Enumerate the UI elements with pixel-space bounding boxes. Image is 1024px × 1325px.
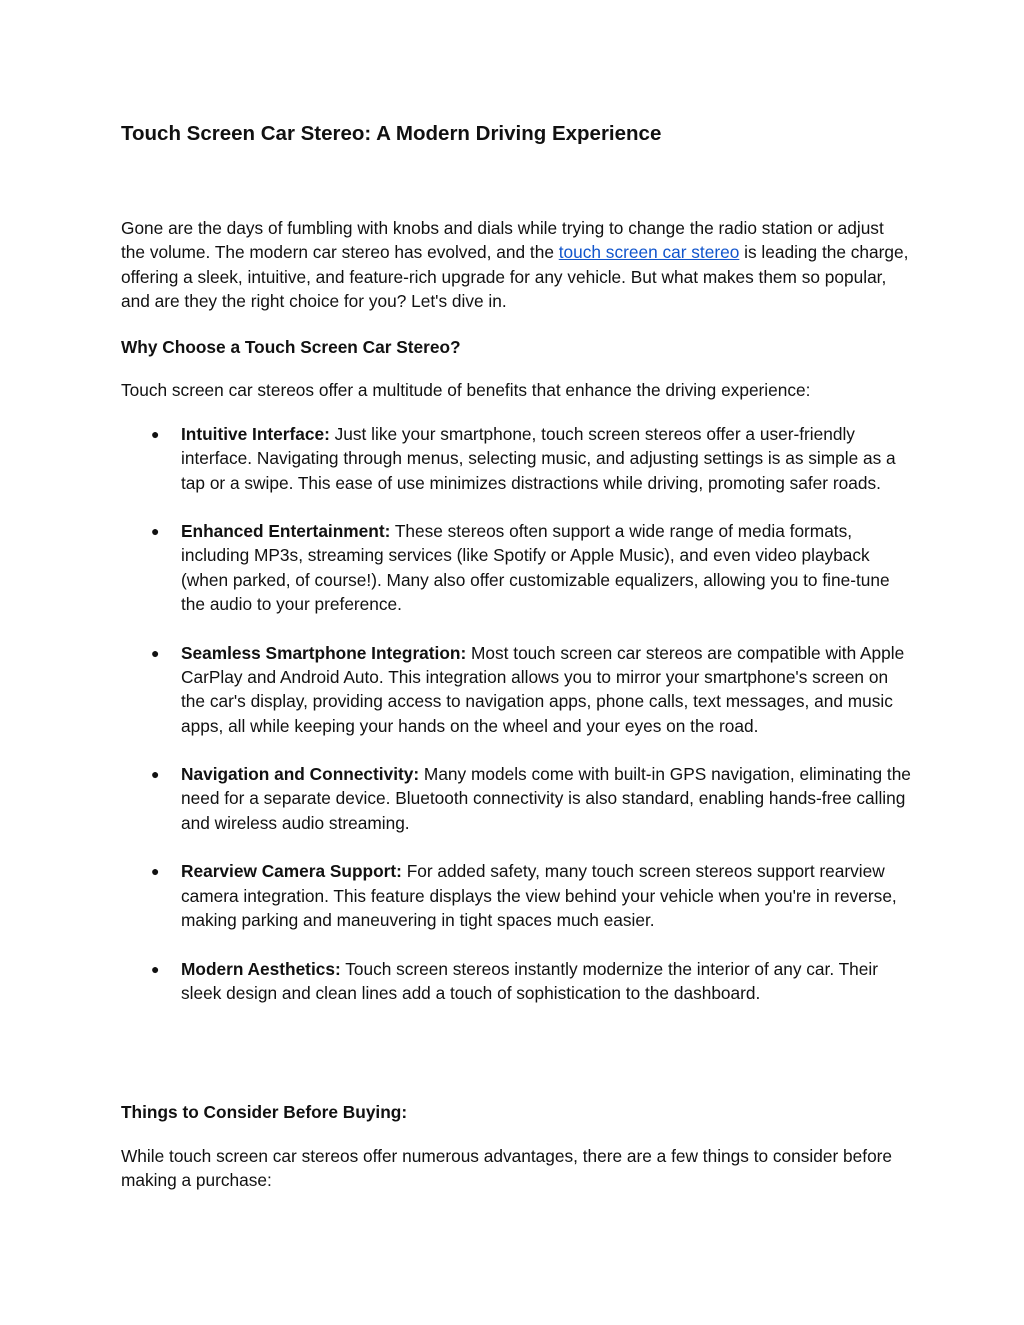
section-heading-why-choose: Why Choose a Touch Screen Car Stereo?	[121, 337, 461, 357]
list-item-term: Navigation and Connectivity:	[181, 764, 420, 785]
bullet-glyph: ●	[151, 523, 160, 540]
list-item	[121, 641, 911, 738]
list-item	[121, 957, 911, 1006]
list-item-text: For added safety, many touch screen stereos support rearview camera integration. This feature displays the view behind your vehicle when you're in reverse, making parking and maneuvering in tight spaces much easier.	[181, 861, 897, 930]
bullet-glyph: ●	[151, 960, 160, 977]
bullet-glyph: ●	[151, 644, 160, 661]
list-item	[121, 422, 911, 495]
document-title: Touch Screen Car Stereo: A Modern Driving Experience	[121, 122, 662, 145]
list-item-text: Many models come with built-in GPS navigation, eliminating the need for a separate device. Bluetooth connectivity is also standard, enabling hands-free calling and wireless audio streaming.	[181, 764, 911, 833]
intro-text-before-link: Gone are the days of fumbling with knobs and dials while trying to change the radio station or adjust the volume. The modern car stereo has evolved, and the	[121, 218, 884, 263]
section-lead-considerations: While touch screen car stereos offer numerous advantages, there are a few things to consider before making a purchase:	[121, 1146, 893, 1191]
intro-paragraph	[121, 216, 911, 313]
list-item-term: Modern Aesthetics:	[181, 958, 341, 979]
list-item-term: Seamless Smartphone Integration:	[181, 642, 467, 663]
bullet-glyph: ●	[151, 863, 160, 880]
touch-screen-car-stereo-link[interactable]: touch screen car stereo	[558, 242, 740, 263]
benefits-list	[121, 422, 911, 1029]
list-item	[121, 519, 911, 616]
list-item-term: Enhanced Entertainment:	[181, 521, 391, 542]
intro-text-after-link: is leading the charge, offering a sleek, intuitive, and feature-rich upgrade for any vehicle. But what makes them so popular, and are they the right choice for you? Let's dive in.	[121, 242, 909, 311]
bullet-glyph: ●	[151, 766, 160, 783]
list-item-text: Touch screen stereos instantly modernize the interior of any car. Their sleek design and clean lines add a touch of sophistication to the dashboard.	[181, 958, 878, 1003]
list-item-term: Intuitive Interface:	[181, 424, 330, 444]
list-item-text: Just like your smartphone, touch screen stereos offer a user-friendly interface. Navigating through menus, selecting music, and adjusting settings is as simple as a tap or a swipe. This ease of use minimizes distractions while driving, promoting safer roads.	[181, 424, 896, 493]
list-item-text: Most touch screen car stereos are compatible with Apple CarPlay and Android Auto. This integration allows you to mirror your smartphone's screen on the car's display, providing access to navigation apps, phone calls, text messages, and music apps, all while keeping your hands on the wheel and your eyes on the road.	[181, 642, 905, 736]
list-item-term: Rearview Camera Support:	[181, 861, 402, 882]
list-item	[121, 762, 911, 835]
bullet-glyph: ●	[151, 426, 160, 442]
list-item	[121, 859, 911, 932]
section-lead-benefits: Touch screen car stereos offer a multitude of benefits that enhance the driving experience:	[121, 380, 811, 400]
list-item-text: These stereos often support a wide range of media formats, including MP3s, streaming services (like Spotify or Apple Music), and even video playback (when parked, of course!). Many also offer customizable equalizers, allowing you to fine-tune the audio to your preference.	[181, 521, 890, 615]
section-heading-things-to-consider: Things to Consider Before Buying:	[121, 1102, 408, 1122]
